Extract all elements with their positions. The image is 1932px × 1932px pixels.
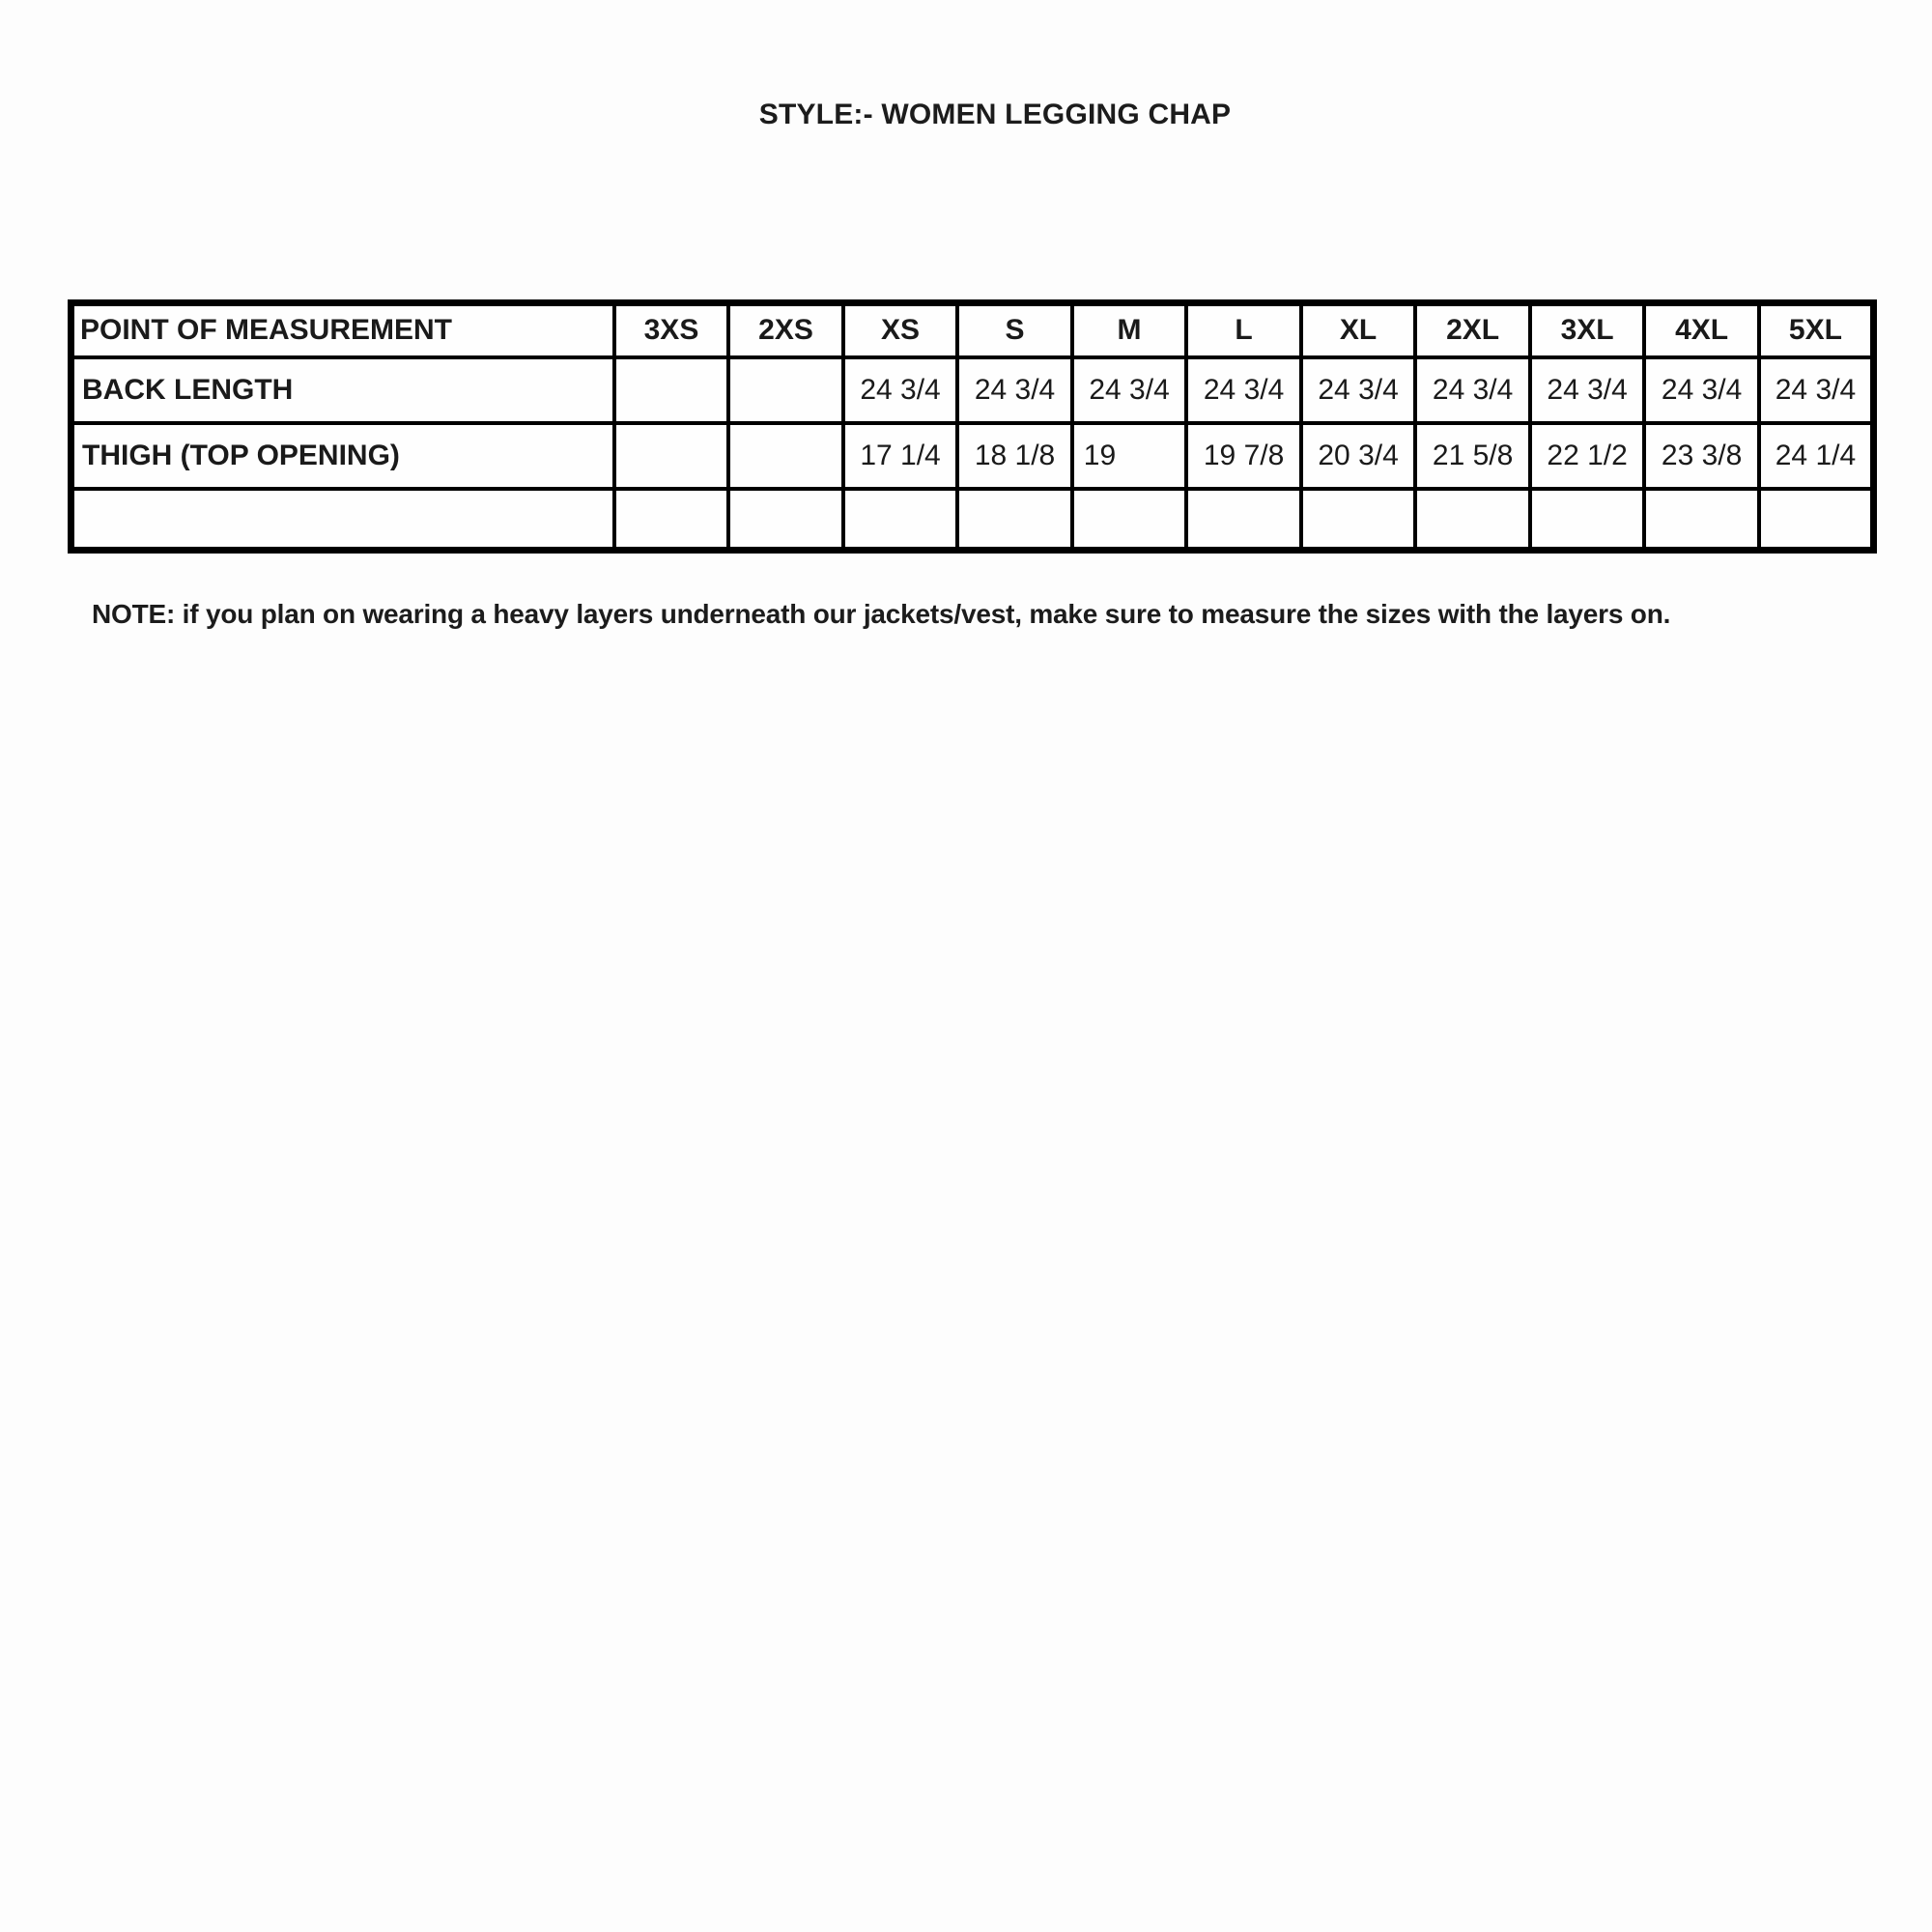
row-label (71, 489, 614, 551)
col-header-3xl: 3XL (1530, 303, 1645, 357)
table-cell (728, 423, 843, 489)
table-cell: 21 5/8 (1415, 423, 1530, 489)
table-cell: 24 3/4 (1415, 357, 1530, 423)
page-title: STYLE:- WOMEN LEGGING CHAP (758, 99, 1232, 130)
table-cell (1530, 489, 1645, 551)
table-cell (1301, 489, 1416, 551)
table-cell: 18 1/8 (957, 423, 1072, 489)
table-cell: 19 (1072, 423, 1187, 489)
table-cell: 22 1/2 (1530, 423, 1645, 489)
table-cell: 23 3/8 (1644, 423, 1759, 489)
col-header-5xl: 5XL (1759, 303, 1874, 357)
table-cell (728, 357, 843, 423)
table-cell: 24 1/4 (1759, 423, 1874, 489)
table-cell (957, 489, 1072, 551)
table-cell: 17 1/4 (843, 423, 958, 489)
col-header-2xs: 2XS (728, 303, 843, 357)
table-cell: 24 3/4 (1530, 357, 1645, 423)
size-chart-header (71, 303, 1874, 357)
table-cell (1186, 489, 1301, 551)
table-cell: 24 3/4 (1301, 357, 1416, 423)
table-cell (614, 357, 729, 423)
table-cell: 19 7/8 (1186, 423, 1301, 489)
row-label: THIGH (TOP OPENING) (71, 423, 614, 489)
col-header-xs: XS (843, 303, 958, 357)
table-cell (1759, 489, 1874, 551)
table-cell (614, 423, 729, 489)
table-cell (614, 489, 729, 551)
col-header-l: L (1186, 303, 1301, 357)
table-cell (728, 489, 843, 551)
col-header-xl: XL (1301, 303, 1416, 357)
table-cell (1072, 489, 1187, 551)
col-header-point-of-measurement: POINT OF MEASUREMENT (71, 303, 614, 357)
table-cell: 24 3/4 (1759, 357, 1874, 423)
col-header-s: S (957, 303, 1072, 357)
table-cell (1415, 489, 1530, 551)
col-header-2xl: 2XL (1415, 303, 1530, 357)
table-row (71, 489, 1874, 551)
col-header-3xs: 3XS (614, 303, 729, 357)
table-cell: 24 3/4 (1186, 357, 1301, 423)
row-label: BACK LENGTH (71, 357, 614, 423)
table-cell: 24 3/4 (1072, 357, 1187, 423)
table-cell: 20 3/4 (1301, 423, 1416, 489)
col-header-4xl: 4XL (1644, 303, 1759, 357)
table-cell (1644, 489, 1759, 551)
table-cell: 24 3/4 (1644, 357, 1759, 423)
table-cell: 24 3/4 (843, 357, 958, 423)
table-cell: 24 3/4 (957, 357, 1072, 423)
table-row (71, 357, 1874, 423)
size-chart-body (71, 357, 1874, 551)
table-header-row (71, 303, 1874, 357)
size-chart-table (68, 299, 1877, 554)
col-header-m: M (1072, 303, 1187, 357)
table-row (71, 423, 1874, 489)
table-cell (843, 489, 958, 551)
measurement-note: NOTE: if you plan on wearing a heavy layers underneath our jackets/vest, make sure to measure the sizes with the layers on. (92, 599, 1671, 629)
